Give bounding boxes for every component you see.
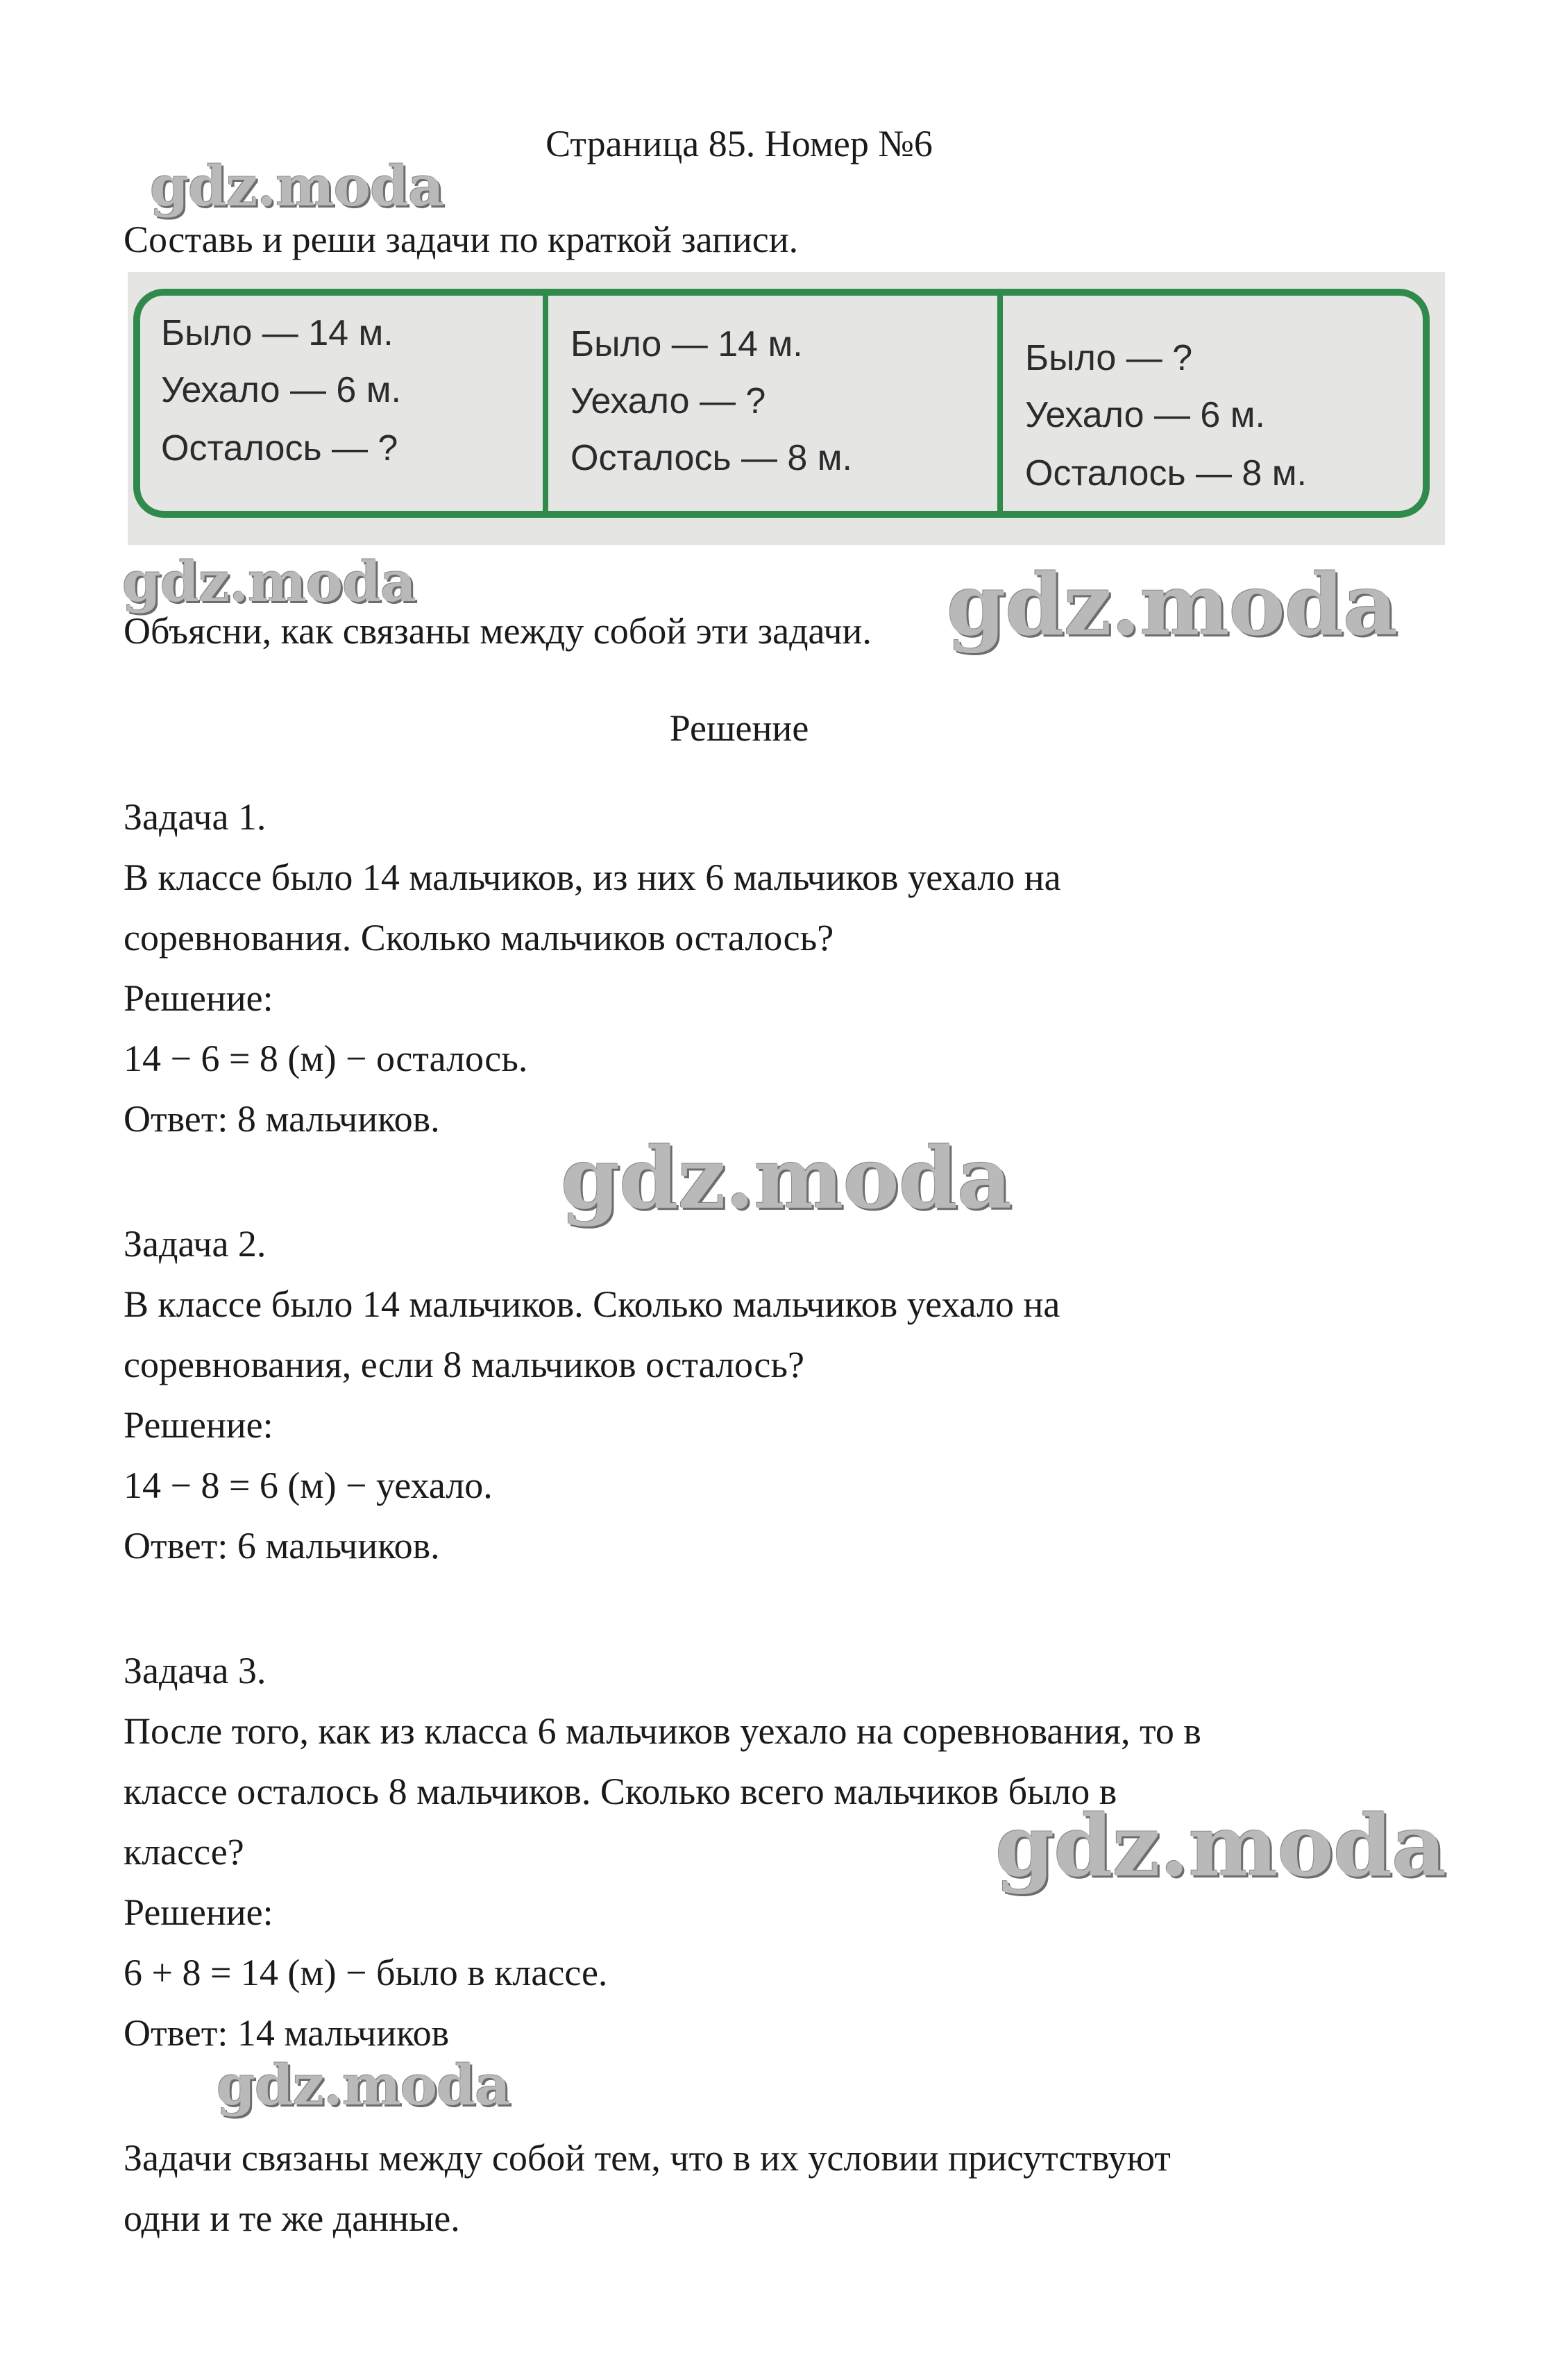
problem-3-text-line-3: классе? [124, 1831, 244, 1873]
solution-heading: Решение [669, 707, 809, 749]
problem-2-solution-label: Решение: [124, 1404, 273, 1446]
watermark-logo: gdz.moda [561, 1128, 1012, 1228]
panel-frame [133, 289, 1430, 518]
conclusion-line-1: Задачи связаны между собой тем, что в их условии присутствуют [124, 2137, 1171, 2179]
problem-1-solution-label: Решение: [124, 977, 273, 1019]
panel-3-line-1: Было — ? [1025, 338, 1193, 378]
panel-3-line-3: Осталось — 8 м. [1025, 453, 1307, 493]
page-title: Страница 85. Номер №6 [545, 123, 933, 164]
problem-3-text-line-2: классе осталось 8 мальчиков. Сколько всего мальчиков было в [124, 1771, 1117, 1812]
problem-2-answer: Ответ: 6 мальчиков. [124, 1525, 440, 1567]
problem-2-text-line-2: соревнования, если 8 мальчиков осталось? [124, 1344, 804, 1385]
panel-2-line-1: Было — 14 м. [570, 324, 803, 364]
problem-2-equation: 14 − 8 = 6 (м) − уехало. [124, 1465, 493, 1506]
panel-2-line-3: Осталось — 8 м. [570, 438, 852, 478]
conclusion-line-2: одни и те же данные. [124, 2197, 460, 2239]
panel-divider [543, 296, 548, 511]
problem-3-text-line-1: После того, как из класса 6 мальчиков уехало на соревнования, то в [124, 1710, 1201, 1752]
problem-3-solution-label: Решение: [124, 1891, 273, 1933]
problem-2-text-line-1: В классе было 14 мальчиков. Сколько мальчиков уехало на [124, 1283, 1060, 1325]
problem-1-equation: 14 − 6 = 8 (м) − осталось. [124, 1038, 528, 1079]
watermark-logo: gdz.moda [122, 549, 416, 614]
textbook-photo [128, 272, 1445, 545]
watermark-logo: gdz.moda [150, 153, 443, 219]
panel-divider [997, 296, 1003, 511]
question-text: Объясни, как связаны между собой эти задачи. [124, 610, 872, 652]
problem-3-equation: 6 + 8 = 14 (м) − было в классе. [124, 1952, 608, 1993]
problem-3-answer: Ответ: 14 мальчиков [124, 2012, 450, 2054]
problem-1-text-line-1: В классе было 14 мальчиков, из них 6 мальчиков уехало на [124, 856, 1061, 898]
problem-1-title: Задача 1. [124, 796, 267, 838]
problem-1-text-line-2: соревнования. Сколько мальчиков осталось? [124, 917, 834, 959]
panel-3-line-2: Уехало — 6 м. [1025, 395, 1265, 435]
watermark-logo: gdz.moda [995, 1796, 1446, 1896]
panel-1-line-3: Осталось — ? [161, 428, 398, 469]
problem-1-answer: Ответ: 8 мальчиков. [124, 1098, 440, 1140]
panel-2-line-2: Уехало — ? [570, 381, 766, 421]
panel-1-line-1: Было — 14 м. [161, 313, 394, 353]
watermark-logo: gdz.moda [947, 555, 1398, 655]
task-text: Составь и реши задачи по краткой записи. [124, 219, 799, 260]
panel-1-line-2: Уехало — 6 м. [161, 370, 401, 410]
watermark-logo: gdz.moda [217, 2052, 510, 2118]
problem-2-title: Задача 2. [124, 1223, 267, 1265]
problem-3-title: Задача 3. [124, 1650, 267, 1691]
